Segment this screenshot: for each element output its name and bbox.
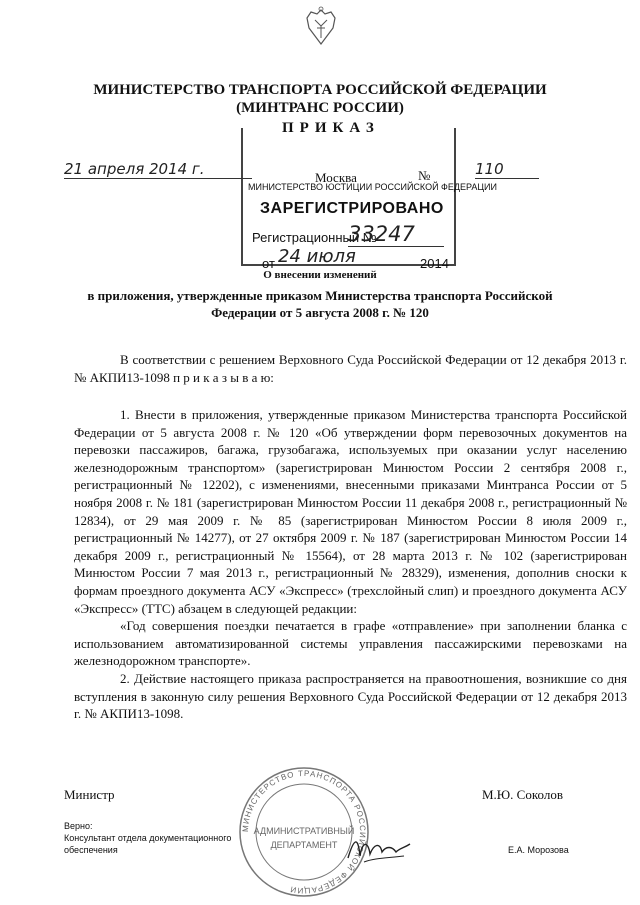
- stamp-date: 24 июля: [278, 246, 356, 267]
- order-number: 110: [475, 160, 539, 179]
- stamp-reg-number-label: Регистрационный №: [252, 230, 377, 245]
- signer-position: Министр: [64, 787, 115, 802]
- order-city: Москва: [315, 170, 357, 185]
- preamble-paragraph: [74, 351, 627, 386]
- handwritten-signature: [344, 828, 414, 868]
- stamp-date-prefix: от: [262, 256, 275, 271]
- stamp-inner-text-2: ДЕПАРТАМЕНТ: [270, 840, 338, 850]
- order-items: [74, 406, 627, 723]
- stamp-registered-title: ЗАРЕГИСТРИРОВАНО: [260, 200, 444, 217]
- item-1-quote: «Год совершения поездки печатается в графе «отправление» при заполнении бланка с использованием автоматизированной системы управления пассажирскими перевозками на железнодорожном транспорте».: [74, 618, 627, 669]
- certifier-position-line-1: Консультант отдела документационного: [64, 833, 232, 843]
- coat-of-arms-icon: [303, 6, 339, 48]
- ministry-short-name: (МИНТРАНС РОССИИ): [236, 100, 404, 116]
- item-2: 2. Действие настоящего приказа распространяется на правоотношения, возникшие со дня вступления в законную силу решения Верховного Суда Российской Федерации от 12 декабря 2013 г. № АКПИ13-1098.: [74, 670, 627, 722]
- stamp-reg-number: 33247: [348, 222, 444, 247]
- ministry-name: МИНИСТЕРСТВО ТРАНСПОРТА РОССИЙСКОЙ ФЕДЕРАЦИИ: [93, 82, 547, 98]
- order-number-sign: №: [418, 168, 431, 183]
- subject-line-1: О внесении изменений: [263, 269, 377, 281]
- order-date: 21 апреля 2014 г.: [64, 160, 252, 179]
- certifier-name: Е.А. Морозова: [508, 845, 569, 855]
- signer-name: М.Ю. Соколов: [482, 787, 563, 802]
- stamp-inner-text-1: АДМИНИСТРАТИВНЫЙ: [253, 826, 355, 836]
- stamp-date-year: 2014: [420, 256, 449, 271]
- stamp-outer-text: МИНИСТЕРСТВО ТРАНСПОРТА РОССИЙСКОЙ ФЕДЕРАЦИИ: [240, 768, 368, 896]
- stamp-ministry-name: МИНИСТЕРСТВО ЮСТИЦИИ РОССИЙСКОЙ ФЕДЕРАЦИИ: [248, 182, 497, 192]
- certified-label: Верно:: [64, 821, 93, 831]
- order-title: ПРИКАЗ: [282, 120, 380, 136]
- subject-line-3: Федерации от 5 августа 2008 г. № 120: [211, 305, 429, 320]
- item-1: 1. Внести в приложения, утвержденные приказом Министерства транспорта Российской Федерации от 5 августа 2008 г. № 120 «Об утверждении форм перевозочных документов на перевозки пассажиров, багажа, грузобагажа, используемых при оказании услуг населению железнодорожным транспортом» (зарегистрирован Минюстом России 2 сентября 2008 г., регистрационный № 12202), с изменениями, внесенными приказами Минтранса России от 5 ноября 2008 г. № 181 (зарегистрирован Минюстом России 11 декабря 2008 г., регистрационный № 12834), от 29 мая 2009 г. № 85 (зарегистрирован Минюстом России 8 июля 2009 г., регистрационный № 14277), от 27 октября 2009 г. № 187 (зарегистрирован Минюстом России 14 декабря 2009 г., регистрационный № 15564), от 28 марта 2013 г. № 102 (зарегистрирован Минюстом России 7 мая 2013 г., регистрационный № 28329), изменения, дополнив сноски к формам проездного документа АСУ «Экспресс» (трехслойный слип) и проездного документа АСУ «Экспресс» (ТТС) абзацем в следующей редакции:: [74, 407, 627, 616]
- certifier-position-line-2: обеспечения: [64, 845, 118, 855]
- subject-line-2: в приложения, утвержденные приказом Министерства транспорта Российской: [87, 288, 553, 303]
- preamble-text: В соответствии с решением Верховного Суда Российской Федерации от 12 декабря 2013 г. № АКПИ13-1098 п р и к а з ы в а ю:: [74, 352, 627, 385]
